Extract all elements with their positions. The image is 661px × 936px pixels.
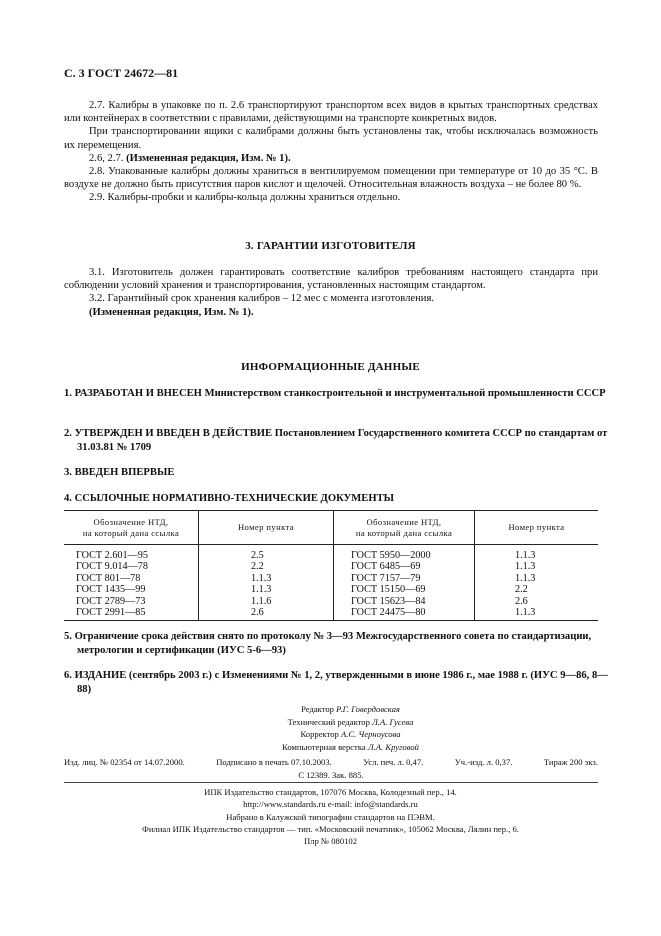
page-header: С. 3 ГОСТ 24672—81	[64, 66, 179, 80]
col-header-item-right: Номер пункта	[475, 511, 599, 545]
credit-editor: Редактор Р.Г. Говердовская	[301, 704, 400, 714]
section-3-title: 3. ГАРАНТИИ ИЗГОТОВИТЕЛЯ	[245, 240, 416, 252]
signed-info: Подписано в печать 07.10.2003.	[216, 757, 332, 767]
col-header-item-left: Номер пункта	[199, 511, 334, 545]
paragraph-2-6-2-7-amendment	[64, 152, 598, 165]
printing-branch: Филиал ИПК Издательство стандартов — тип. «Московский печатник», 105062 Москва, Лялин пер., 6.	[142, 823, 519, 834]
amendment-prefix: 2.6, 2.7.	[89, 152, 124, 164]
table-cell: ГОСТ 24475—80	[351, 607, 426, 619]
publisher-contacts: http://www.standards.ru e-mail: info@standards.ru	[243, 799, 418, 810]
table-cell: 2.5	[251, 550, 264, 561]
table-cell: ГОСТ 2991—85	[76, 607, 146, 619]
pub-sheets-info: Уч.-изд. л. 0,37.	[454, 757, 513, 767]
right-item-column	[475, 545, 599, 621]
info-item-4: 4. ССЫЛОЧНЫЕ НОРМАТИВНО-ТЕХНИЧЕСКИЕ ДОКУМЕНТЫ	[64, 493, 395, 504]
table-cell: ГОСТ 2.601—95	[76, 550, 148, 561]
info-item-2: 2. УТВЕРЖДЕН И ВВЕДЕН В ДЕЙСТВИЕ Постановлением Государственного комитета СССР по стандартам от 31.03.81 № 1709	[64, 428, 608, 453]
credit-proofreader: Корректор А.С. Черноусова	[300, 729, 401, 739]
paragraph-2-7-transport: При транспортировании ящики с калибрами должны быть установлены так, чтобы исключалась возможность их перемещения.	[64, 126, 598, 151]
publisher-block	[0, 786, 661, 847]
right-doc-column	[334, 545, 475, 621]
table-cell: ГОСТ 6485—69	[351, 561, 421, 573]
paragraph-2-8: 2.8. Упакованные калибры должны храниться в вентилируемом помещении при температуре от 10 до 35 °С. В воздухе не должно быть присутствия паров кислот и щелочей. Относительная влажность воздуха – не более 80 %.	[64, 166, 598, 191]
paragraph-3-1: 3.1. Изготовитель должен гарантировать соответствие калибров требованиям настоящего стандарта при соблюдении условий хранения и транспортирования, установленных настоящим стандартом.	[64, 267, 598, 292]
publisher-address: ИПК Издательство стандартов, 107076 Москва, Колодезный пер., 14.	[204, 787, 457, 797]
table-cell: ГОСТ 9.014—78	[76, 561, 148, 573]
print-sheets-info: Усл. печ. л. 0,47.	[363, 757, 424, 767]
table-cell: 2.2	[515, 584, 528, 596]
credit-layout: Компьютерная верстка Л.А. Круговой	[282, 741, 419, 752]
table-cell: 2.6	[515, 595, 528, 607]
table-cell: ГОСТ 7157—79	[351, 572, 421, 584]
license-number: Плр № 080102	[303, 836, 358, 847]
col-header-doc-left: Обозначение НТД, на который дана ссылка	[64, 511, 199, 545]
table-cell: 1.1.3	[515, 561, 536, 573]
table-cell: 1.1.6	[251, 595, 272, 607]
license-info: Изд. лиц. № 02354 от 14.07.2000.	[64, 757, 185, 767]
section-3-body	[64, 266, 598, 319]
info-item-3: 3. ВВЕДЕН ВПЕРВЫЕ	[64, 467, 175, 478]
table-cell: ГОСТ 801—78	[76, 572, 141, 584]
section-3-amendment: (Измененная редакция, Изм. № 1).	[89, 306, 254, 318]
info-item-1: 1. РАЗРАБОТАН И ВНЕСЕН Министерством станкостроительной и инструментальной промышленности СССР	[64, 388, 606, 399]
info-item-6: 6. ИЗДАНИЕ (сентябрь 2003 г.) с Изменениями № 1, 2, утвержденными в июне 1986 г., мае 1988 г. (ИУС 9—86, 8—88)	[64, 670, 608, 695]
credit-tech-editor: Технический редактор Л.А. Гусева	[287, 716, 414, 727]
table-cell: ГОСТ 5950—2000	[351, 550, 431, 561]
paragraph-2-9: 2.9. Калибры-пробки и калибры-кольца должны храниться отдельно.	[89, 192, 401, 204]
typesetting-note: Набрано в Калужской типографии стандартов на ПЭВМ.	[226, 811, 435, 822]
publisher-divider	[64, 782, 598, 783]
table-cell: 1.1.3	[251, 584, 272, 596]
print-run-info: Тираж 200 экз.	[543, 757, 598, 767]
order-info: С 12389. Зак. 885.	[298, 769, 364, 780]
table-cell: 1.1.3	[515, 607, 536, 619]
table-cell: 2.2	[251, 561, 264, 573]
storage-section	[64, 99, 598, 205]
info-data-title: ИНФОРМАЦИОННЫЕ ДАННЫЕ	[241, 361, 420, 373]
col-header-doc-right: Обозначение НТД, на который дана ссылка	[334, 511, 475, 545]
info-item-5: 5. Ограничение срока действия снято по протоколу № 3—93 Межгосударственного совета по стандартизации, метрологии и сертификации (ИУС 5-6—93)	[64, 631, 592, 656]
printing-details	[64, 756, 598, 781]
credits-block	[0, 703, 661, 753]
amendment-note: (Измененная редакция, Изм. № 1).	[126, 152, 291, 164]
table-cell: 1.1.3	[515, 572, 536, 584]
table-cell: ГОСТ 2789—73	[76, 595, 146, 607]
left-item-column	[199, 545, 334, 621]
table-cell: ГОСТ 15150—69	[351, 584, 426, 596]
reference-documents-table	[64, 510, 598, 621]
paragraph-3-2: 3.2. Гарантийный срок хранения калибров – 12 мес с момента изготовления.	[89, 293, 434, 305]
left-doc-column	[64, 545, 199, 621]
table-cell: ГОСТ 1435—99	[76, 584, 146, 596]
paragraph-2-7: 2.7. Калибры в упаковке по п. 2.6 транспортируют транспортом всех видов в крытых транспортных средствах или контейнерах в соответствии с правилами, действующими на транспорте конкретных видов.	[64, 100, 598, 125]
table-cell: 1.1.3	[515, 550, 536, 561]
table-cell: 2.6	[251, 607, 264, 619]
table-cell: ГОСТ 15623—84	[351, 595, 426, 607]
table-cell: 1.1.3	[251, 572, 272, 584]
